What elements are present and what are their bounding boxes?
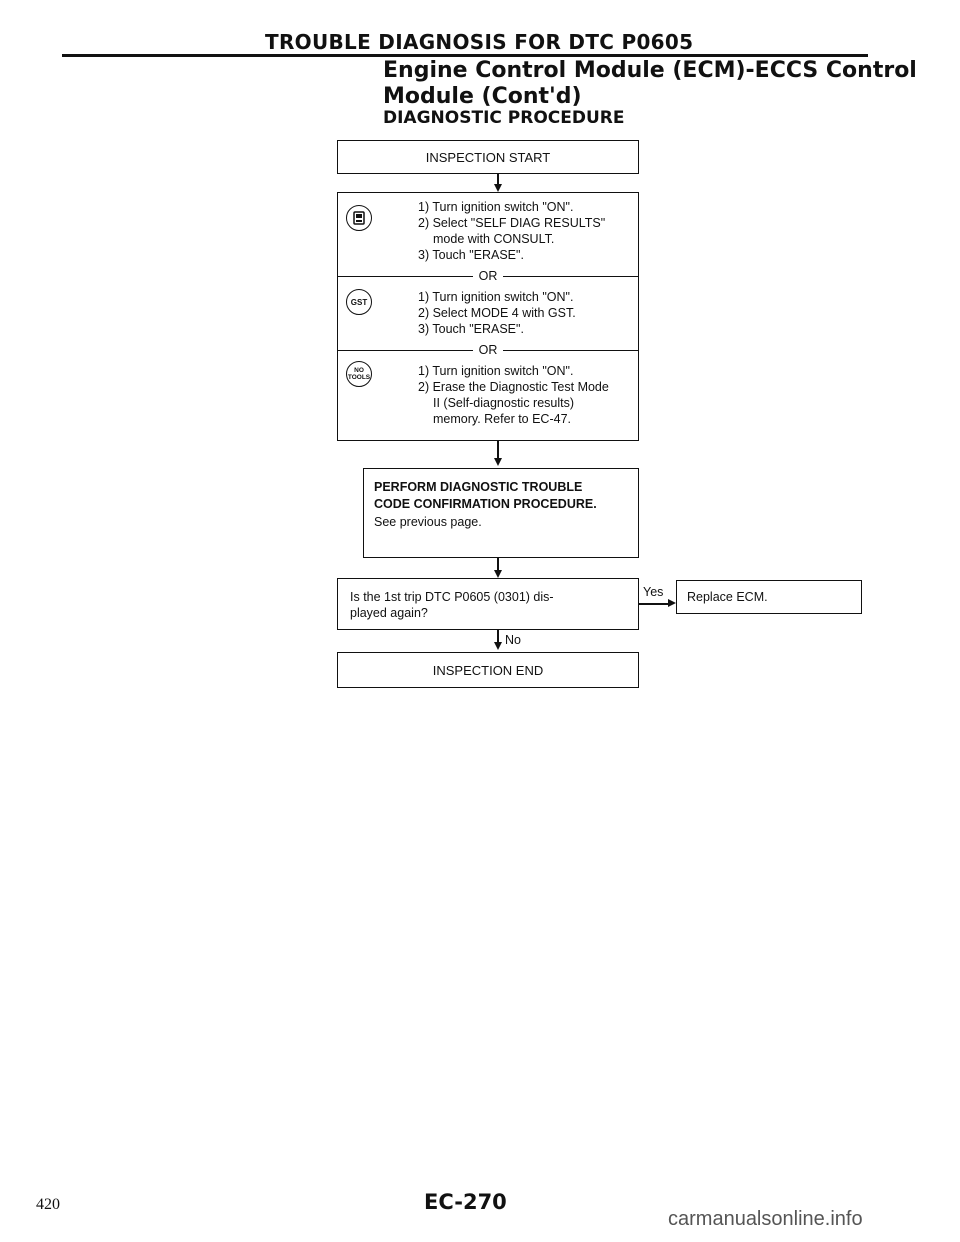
section-title <box>383 58 917 110</box>
yes-label: Yes <box>643 585 664 599</box>
no-tools-steps <box>418 363 609 427</box>
no-tools-step-1: 1) Turn ignition switch "ON". <box>418 364 574 378</box>
consult-steps <box>418 199 605 263</box>
consult-device-glyph <box>353 211 365 225</box>
gst-steps <box>418 289 576 337</box>
consult-step-3: 3) Touch "ERASE". <box>418 248 524 262</box>
header-rule <box>62 54 868 57</box>
replace-ecm-label: Replace ECM. <box>687 590 768 604</box>
page-header-title: TROUBLE DIAGNOSIS FOR DTC P0605 <box>265 30 694 54</box>
consult-step-2-cont: mode with CONSULT. <box>433 232 555 246</box>
perform-text <box>374 479 597 530</box>
no-tools-icon-text-2: TOOLS <box>347 374 371 381</box>
inspection-start-box <box>337 140 639 174</box>
no-tools-icon <box>346 361 372 387</box>
gst-icon-text: GST <box>350 297 368 307</box>
section-code: EC-270 <box>424 1190 507 1214</box>
gst-step-1: 1) Turn ignition switch "ON". <box>418 290 574 304</box>
question-text <box>350 589 554 621</box>
section-title-line1: Engine Control Module (ECM)-ECCS Control <box>383 58 917 83</box>
gst-step-2: 2) Select MODE 4 with GST. <box>418 306 576 320</box>
yes-connector <box>639 603 669 605</box>
question-line-1: Is the 1st trip DTC P0605 (0301) dis- <box>350 590 554 604</box>
no-tools-step-2-cont2: memory. Refer to EC-47. <box>433 412 572 426</box>
no-tools-icon-text-1: NO <box>354 367 364 374</box>
perform-line-3: See previous page. <box>374 515 482 529</box>
procedure-title: DIAGNOSTIC PROCEDURE <box>383 108 625 128</box>
gst-icon <box>346 289 372 315</box>
question-box <box>337 578 639 630</box>
erase-methods-box <box>337 192 639 441</box>
watermark: carmanualsonline.info <box>668 1208 863 1230</box>
or-divider-1 <box>338 269 638 283</box>
connector-line <box>497 630 499 642</box>
no-tools-step-2-cont: II (Self-diagnostic results) <box>433 396 575 410</box>
inspection-end-box <box>337 652 639 688</box>
arrow-right-icon <box>668 599 676 607</box>
consult-icon <box>346 205 372 231</box>
arrow-down-icon <box>494 570 502 578</box>
gst-step-3: 3) Touch "ERASE". <box>418 322 524 336</box>
consult-step-1: 1) Turn ignition switch "ON". <box>418 200 574 214</box>
inspection-start-label: INSPECTION START <box>425 149 551 165</box>
arrow-down-icon <box>494 184 502 192</box>
no-label: No <box>505 633 521 647</box>
perform-dtc-confirmation-box <box>363 468 639 558</box>
section-title-line2: Module (Cont'd) <box>383 84 582 109</box>
connector-line <box>497 441 499 459</box>
arrow-down-icon <box>494 642 502 650</box>
no-tools-step-2: 2) Erase the Diagnostic Test Mode <box>418 380 609 394</box>
consult-step-2: 2) Select "SELF DIAG RESULTS" <box>418 216 606 230</box>
arrow-down-icon <box>494 458 502 466</box>
question-line-2: played again? <box>350 606 428 620</box>
connector-line <box>497 174 499 184</box>
or-label-2: OR <box>478 343 498 357</box>
inspection-end-label: INSPECTION END <box>432 662 544 678</box>
page-number: 420 <box>36 1196 60 1213</box>
connector-line <box>497 558 499 570</box>
perform-line-1: PERFORM DIAGNOSTIC TROUBLE <box>374 480 583 494</box>
replace-ecm-box <box>676 580 862 614</box>
or-label-1: OR <box>478 269 498 283</box>
or-divider-2 <box>338 343 638 357</box>
perform-line-2: CODE CONFIRMATION PROCEDURE. <box>374 497 597 511</box>
